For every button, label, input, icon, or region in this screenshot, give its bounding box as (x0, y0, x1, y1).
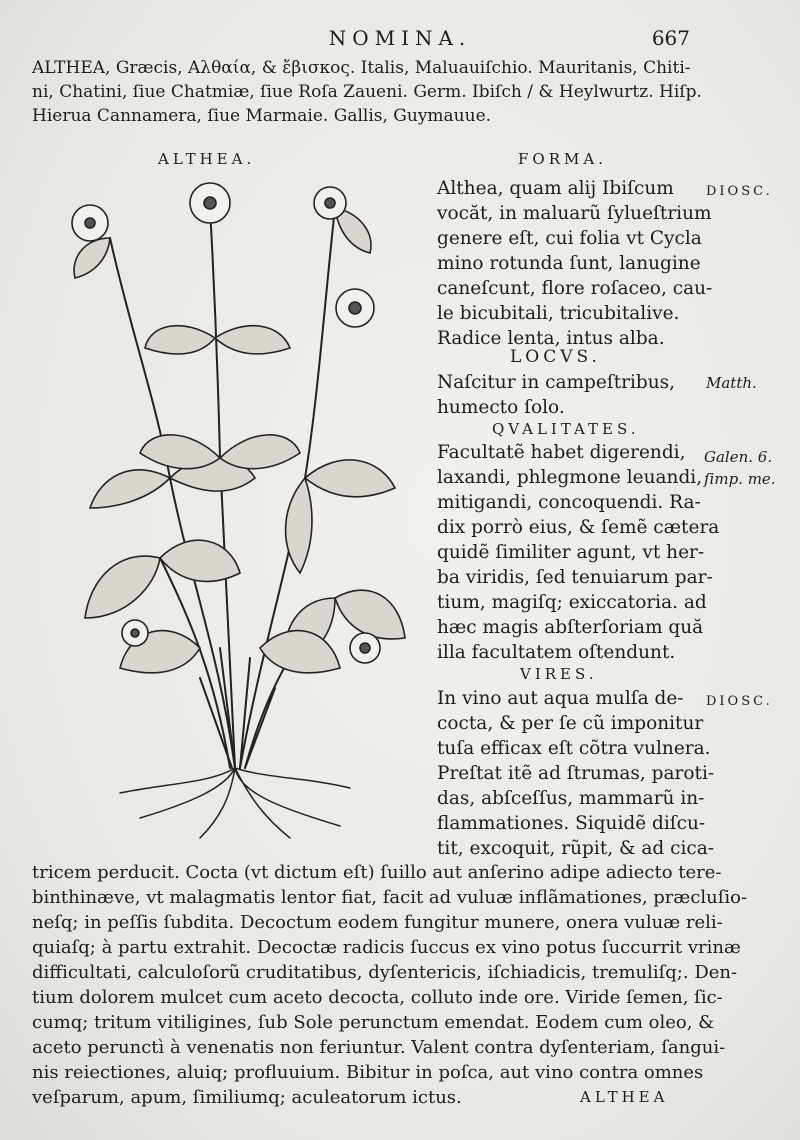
catchword: ALTHEA (580, 1088, 669, 1106)
qualitates-line: mitigandi, concoquendi. Ra- (437, 492, 701, 513)
forma-line: mino rotunda ſunt, lanugine (437, 253, 701, 274)
forma-line: caneſcunt, flore roſaceo, cau- (437, 278, 713, 299)
vires-line: tuſa efficax eſt cõtra vulnera. (437, 738, 711, 759)
section-heading-qualitates: QVALITATES. (492, 420, 640, 438)
body-line: tricem perducit. Cocta (vt dictum eſt) ſuillo aut anſerino adipe adiecto tere- (32, 862, 722, 883)
section-heading-forma: FORMA. (518, 150, 607, 168)
body-line: cumq; tritum vitiligines, ſub Sole perunctum emendat. Eodem cum oleo, & (32, 1012, 715, 1033)
margin-note-matthiolus: Matth. (706, 374, 757, 392)
margin-note-galen-ref: ſimp. me. (704, 470, 776, 488)
running-title: NOMINA. (328, 26, 472, 50)
vires-line: flammationes. Siquidẽ diſcu- (437, 813, 706, 834)
forma-line: genere eſt, cui folia vt Cycla (437, 228, 702, 249)
section-heading-locus: LOCVS. (510, 347, 601, 367)
vires-line: Preſtat itẽ ad ſtrumas, paroti- (437, 763, 715, 784)
forma-line: vocăt, in maluarũ ſylueſtrium (437, 203, 712, 224)
locus-line: humecto ſolo. (437, 397, 565, 418)
plant-title: ALTHEA. (158, 150, 256, 168)
qualitates-line: dix porrò eius, & ſemẽ cætera (437, 517, 720, 538)
vires-line: das, abſceſſus, mammarũ in- (437, 788, 705, 809)
body-line: nis reiectiones, aluiq; profluuium. Bibitur in poſca, aut vino contra omnes (32, 1062, 704, 1083)
qualitates-line: hæc magis abſterſoriam quă (437, 617, 704, 638)
body-line: aceto perunctì à venenatis non feriuntur. Valent contra dyſenteriam, ſangui- (32, 1037, 726, 1058)
body-line: binthinæve, vt malagmatis lentor fiat, facit ad vuluæ inflãmationes, præcluſio- (32, 887, 748, 908)
forma-line: le bicubitali, tricubitalive. (437, 303, 680, 324)
body-line: tium dolorem mulcet cum aceto decocta, colluto inde ore. Viride ſemen, ſic- (32, 987, 723, 1008)
margin-note-galen: Galen. 6. (704, 448, 773, 466)
body-line: quiaſq; à partu extrahit. Decoctæ radicis ſuccus ex vino potus ſuccurrit vrinæ (32, 937, 741, 958)
margin-note-dioscorides-2: DIOSC. (706, 694, 773, 709)
section-heading-vires: VIRES. (520, 665, 598, 683)
forma-line: Althea, quam alij Ibiſcum (437, 178, 674, 199)
qualitates-line: laxandi, phlegmone leuandi, (437, 467, 703, 488)
forma-line: Radice lenta, intus alba. (437, 328, 665, 349)
locus-line: Naſcitur in campeſtribus, (437, 372, 676, 393)
vires-line: In vino aut aqua mulſa de- (437, 688, 684, 709)
qualitates-line: Facultatẽ habet digerendi, (437, 442, 686, 463)
qualitates-line: ba viridis, ſed tenuiarum par- (437, 567, 713, 588)
body-line: veſparum, apum, ſimiliumq; aculeatorum ictus. (32, 1087, 462, 1108)
qualitates-line: illa facultatem oſtendunt. (437, 642, 676, 663)
nomina-line-1: ALTHEA, Græcis, Αλθαία, & ἔβισκος. Italis, Maluauiſchio. Mauritanis, Chiti- (32, 58, 691, 78)
nomina-line-3: Hierua Cannamera, ſiue Marmaie. Gallis, Guymauue. (32, 106, 492, 126)
body-line: neſq; in peſſis ſubdita. Decoctum eodem fungitur munere, onera vuluæ reli- (32, 912, 723, 933)
nomina-line-2: ni, Chatini, ſiue Chatmiæ, ſiue Roſa Zaueni. Germ. Ibiſch / & Heylwurtz. Hiſp. (32, 82, 702, 102)
qualitates-line: tium, magiſq; exiccatoria. ad (437, 592, 707, 613)
vires-line: tit, excoquit, rũpit, & ad cica- (437, 838, 715, 859)
qualitates-line: quidẽ ſimiliter agunt, vt her- (437, 542, 705, 563)
page-number: 667 (651, 26, 690, 50)
body-line: difficultati, calculoſorũ cruditatibus, dyſentericis, iſchiadicis, tremuliſq;. Den- (32, 962, 738, 983)
vires-line: cocta, & per ſe cũ imponitur (437, 713, 704, 734)
althea-woodcut-illustration (50, 178, 435, 843)
margin-note-dioscorides: DIOSC. (706, 184, 773, 199)
